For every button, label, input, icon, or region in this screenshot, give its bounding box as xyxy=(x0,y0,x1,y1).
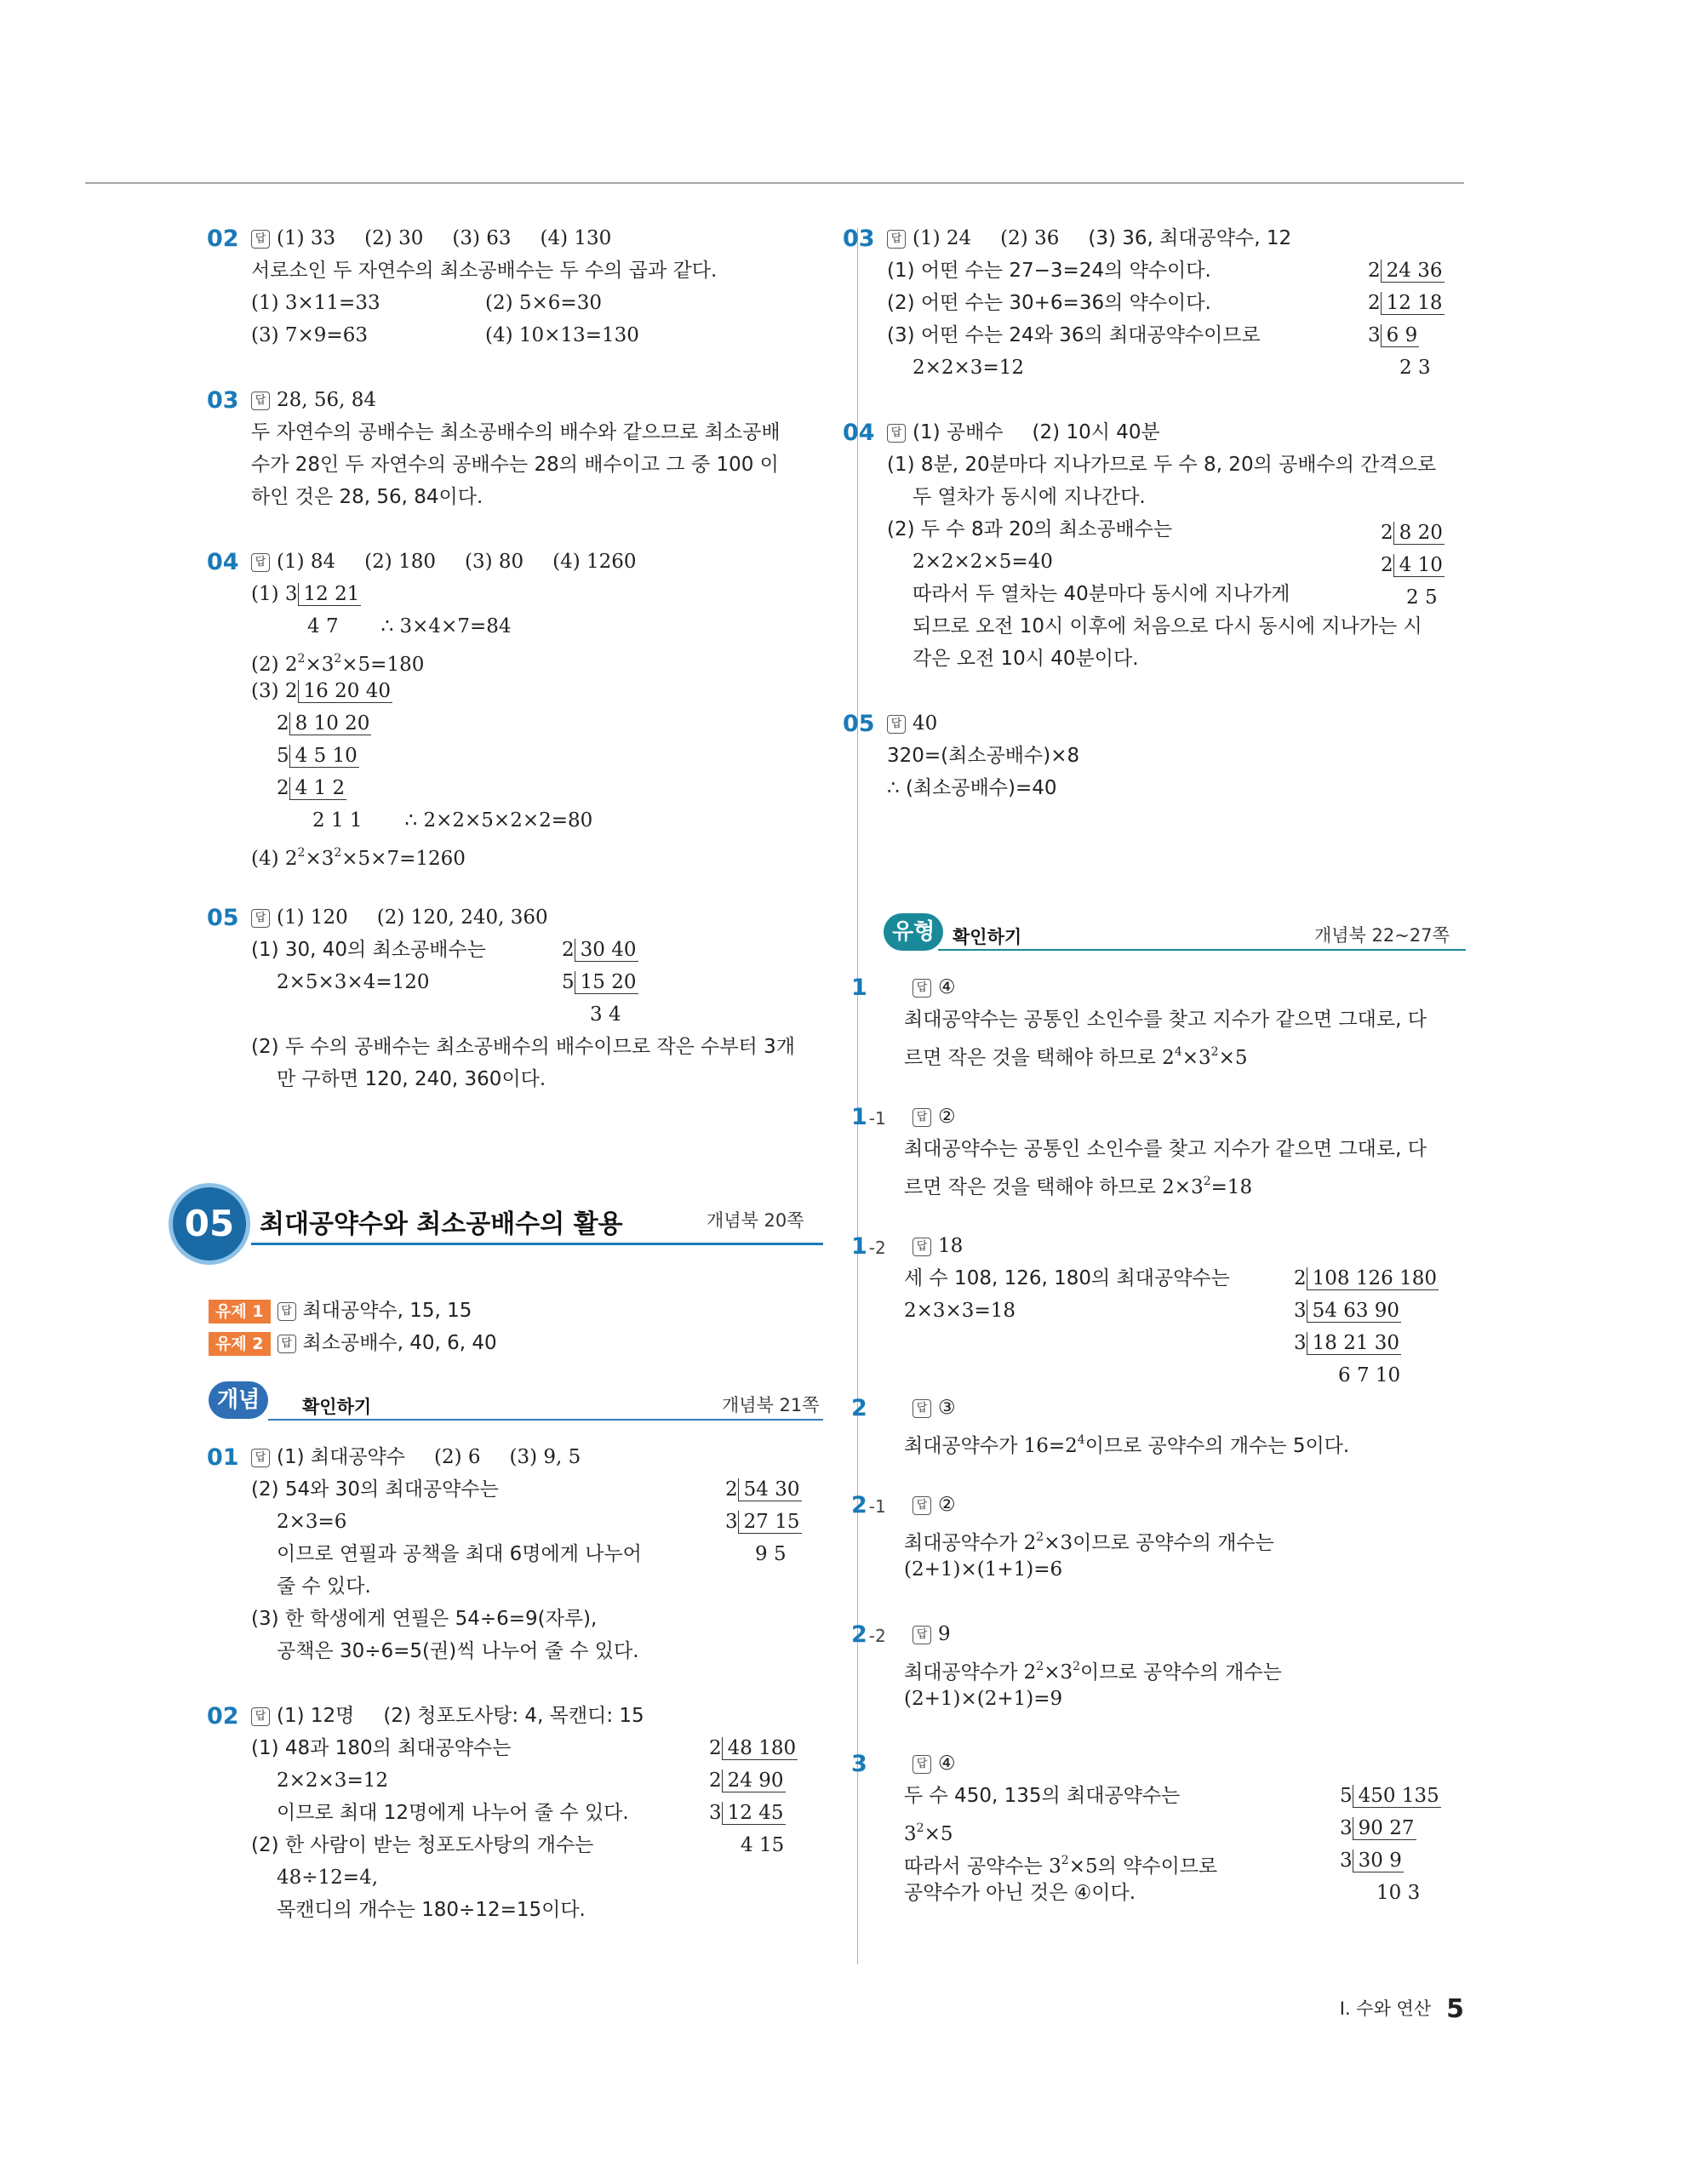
explanation-line: 이므로 최대 12명에게 나누어 줄 수 있다. xyxy=(277,1802,629,1824)
explanation-line: 세 수 108, 126, 180의 최대공약수는 xyxy=(904,1267,1230,1289)
chapter-label: I. 수와 연산 xyxy=(1339,1998,1432,2019)
explanation-line: 2×2×2×5=40 xyxy=(913,551,1053,573)
explanation-line: 2×5×3×4=120 xyxy=(277,971,430,993)
explanation-line: (1) 30, 40의 최소공배수는 xyxy=(251,939,486,961)
division-row: 5 450 135 xyxy=(1340,1785,1439,1807)
explanation-line: (2) 어떤 수는 30+6=36의 약수이다. xyxy=(887,292,1211,314)
division-row: 3 27 15 xyxy=(725,1511,800,1533)
page-footer xyxy=(1340,1994,1464,2024)
check-subtitle: 확인하기 xyxy=(953,927,1022,947)
division-row: 2 24 36 xyxy=(1368,260,1443,282)
answer-line: 답 ③ xyxy=(878,1395,1466,1421)
type-check-badge: 유형 xyxy=(884,913,943,951)
division-row: (1) 3 12 21 xyxy=(251,583,360,605)
example-answer: 유제 1 답 최대공약수, 15, 15 xyxy=(209,1298,826,1324)
division-row: 2 4 1 2 xyxy=(277,777,346,799)
answer-mark: 답 xyxy=(251,392,270,410)
answer-line: 답 (1) 12명 (2) 청포도사탕: 4, 목캔디: 15 xyxy=(251,1703,826,1729)
question-number: 04 xyxy=(843,420,875,446)
explanation-line: 두 열차가 동시에 지나간다. xyxy=(913,486,1146,508)
question-number: 02 xyxy=(207,226,239,252)
explanation-line: (1) 어떤 수는 27−3=24의 약수이다. xyxy=(887,260,1211,282)
question-number: 02 xyxy=(207,1703,239,1729)
explanation-line: (1) 48과 180의 최대공약수는 xyxy=(251,1737,512,1759)
explanation-line: (3) 한 학생에게 연필은 54÷6=9(자루), xyxy=(251,1608,598,1630)
division-row: 2 30 40 xyxy=(562,939,637,961)
answer-mark: 답 xyxy=(251,1707,270,1726)
division-row: 2 48 180 xyxy=(709,1737,797,1759)
question-number: 05 xyxy=(843,711,875,737)
top-rule xyxy=(85,182,1464,184)
explanation-line: (2+1)×(2+1)=9 xyxy=(904,1688,1063,1710)
question-number: 2 -1 xyxy=(851,1492,886,1518)
answer-mark: 답 xyxy=(251,909,270,928)
question-number: 01 xyxy=(207,1444,239,1471)
division-row: 3 12 45 xyxy=(709,1802,784,1824)
answer-line: 답 ② xyxy=(878,1492,1466,1518)
division-row: 2 54 30 xyxy=(725,1478,800,1501)
answer-mark: 답 xyxy=(913,1108,931,1127)
explanation-line: 최대공약수가 $16=2^4$이므로 공약수의 개수는 5이다. xyxy=(904,1433,1350,1457)
example-tag: 유제 2 xyxy=(209,1332,271,1356)
section-title: 최대공약수와 최소공배수의 활용 xyxy=(260,1209,623,1239)
explanation-line: (2) 한 사람이 받는 청포도사탕의 개수는 xyxy=(251,1834,594,1856)
division-row: 2 8 10 20 xyxy=(277,712,370,735)
explanation-line: 르면 작은 것을 택해야 하므로 $2\times 3^2=18$ xyxy=(904,1175,1253,1198)
division-row: 3 90 27 xyxy=(1340,1817,1415,1839)
explanation-line: ∴ (최소공배수)=40 xyxy=(887,777,1057,799)
division-row: 2 4 10 xyxy=(1381,554,1443,576)
division-row: 3 18 21 30 xyxy=(1294,1332,1400,1354)
explanation-line: 최대공약수가 $2^2\times 3^2$이므로 공약수의 개수는 xyxy=(904,1660,1282,1684)
section-page-ref: 개념북 20쪽 xyxy=(707,1210,804,1231)
explanation-line: (3) 어떤 수는 24와 36의 최대공약수이므로 xyxy=(887,324,1261,346)
answer-mark: 답 xyxy=(277,1302,296,1321)
answer-mark: 답 xyxy=(251,553,270,572)
division-row: 2 12 18 xyxy=(1368,292,1443,314)
explanation-line: 서로소인 두 자연수의 최소공배수는 두 수의 곱과 같다. xyxy=(251,260,718,282)
answer-line: 답 40 xyxy=(887,711,1466,736)
explanation-line: (2) $2^2\times 3^2\times 5=180$ xyxy=(251,652,425,676)
explanation-line: 이므로 연필과 공책을 최대 6명에게 나누어 xyxy=(277,1543,642,1565)
explanation-line: (2+1)×(1+1)=6 xyxy=(904,1558,1063,1581)
answer-line: 답 (1) 84 (2) 180 (3) 80 (4) 1260 xyxy=(251,549,826,575)
answer-mark: 답 xyxy=(887,715,906,734)
concept-check-badge: 개념 xyxy=(209,1381,268,1419)
answer-mark: 답 xyxy=(277,1335,296,1353)
answer-mark: 답 xyxy=(887,424,906,443)
explanation-line: 공약수가 아닌 것은 ④이다. xyxy=(904,1882,1136,1904)
division-result: 9 5 xyxy=(755,1543,787,1565)
answer-mark: 답 xyxy=(887,230,906,249)
page-number: 5 xyxy=(1446,1994,1464,2024)
check-page-ref: 개념북 22~27쪽 xyxy=(1314,925,1450,946)
explanation-line: (2) 54와 30의 최대공약수는 xyxy=(251,1478,499,1501)
explanation-line: 목캔디의 개수는 180÷12=15이다. xyxy=(277,1899,586,1921)
question-number: 03 xyxy=(207,387,239,414)
check-rule xyxy=(938,949,1466,951)
explanation-line: 2×2×3=12 xyxy=(913,357,1024,379)
answer-mark: 답 xyxy=(913,1238,931,1256)
explanation-line: (2) 두 수의 공배수는 최소공배수의 배수이므로 작은 수부터 3개 xyxy=(251,1036,795,1058)
answer-line: 답 ④ xyxy=(878,975,1466,1000)
answer-line: 답 (1) 120 (2) 120, 240, 360 xyxy=(251,905,826,930)
explanation-line: 르면 작은 것을 택해야 하므로 $2^4\times 3^2\times 5$ xyxy=(904,1045,1248,1069)
division-result: 3 4 xyxy=(590,1003,621,1026)
explanation-line: 48÷12=4, xyxy=(277,1867,379,1889)
column-divider xyxy=(857,228,858,1964)
question-number: 03 xyxy=(843,226,875,252)
explanation-line: 줄 수 있다. xyxy=(277,1575,371,1598)
division-result: 2 5 xyxy=(1406,586,1438,609)
explanation-line: 2×2×3=12 xyxy=(277,1769,388,1792)
division-row: 3 6 9 xyxy=(1368,324,1418,346)
question-number: 3 xyxy=(851,1751,867,1777)
division-row: 2 8 20 xyxy=(1381,522,1443,544)
answer-mark: 답 xyxy=(251,1449,270,1467)
answer-line: 답 (1) 33 (2) 30 (3) 63 (4) 130 xyxy=(251,226,826,251)
division-result: 10 3 xyxy=(1376,1882,1421,1904)
answer-line: 답 28, 56, 84 xyxy=(251,387,826,413)
explanation-line: 수가 28인 두 자연수의 공배수는 28의 배수이고 그 중 100 이 xyxy=(251,454,779,476)
question-number: 1 -1 xyxy=(851,1104,886,1130)
answer-mark: 답 xyxy=(913,1399,931,1418)
check-page-ref: 개념북 21쪽 xyxy=(722,1395,820,1415)
explanation-line: 두 수 450, 135의 최대공약수는 xyxy=(904,1785,1181,1807)
question-number: 1 xyxy=(851,975,867,1001)
question-number: 04 xyxy=(207,549,239,575)
answer-line: 답 18 xyxy=(878,1233,1466,1259)
answer-line: 답 ④ xyxy=(878,1751,1466,1776)
explanation-line: 최대공약수는 공통인 소인수를 찾고 지수가 같으면 그대로, 다 xyxy=(904,1138,1427,1160)
explanation-line: 최대공약수는 공통인 소인수를 찾고 지수가 같으면 그대로, 다 xyxy=(904,1009,1427,1031)
answer-line: 답 (1) 24 (2) 36 (3) 36, 최대공약수, 12 xyxy=(887,226,1466,251)
question-number: 05 xyxy=(207,905,239,931)
example-tag: 유제 1 xyxy=(209,1300,271,1324)
answer-mark: 답 xyxy=(913,1626,931,1644)
explanation-line: $3^2\times 5$ xyxy=(904,1821,953,1845)
explanation-line: (3) 7×9=63 (4) 10×13=130 xyxy=(251,324,639,346)
answer-line: 답 (1) 최대공약수 (2) 6 (3) 9, 5 xyxy=(251,1444,826,1470)
answer-line: 답 ② xyxy=(878,1104,1466,1129)
answer-line: 답 9 xyxy=(878,1621,1466,1647)
question-number: 2 -2 xyxy=(851,1621,886,1648)
division-row: 5 15 20 xyxy=(562,971,637,993)
explanation-line: 각은 오전 10시 40분이다. xyxy=(913,648,1139,670)
section-rule xyxy=(251,1243,823,1245)
division-row: 5 4 5 10 xyxy=(277,745,358,767)
answer-mark: 답 xyxy=(913,1496,931,1515)
explanation-line: (1) 3×11=33 (2) 5×6=30 xyxy=(251,292,602,314)
check-rule xyxy=(268,1419,823,1421)
explanation-line: 되므로 오전 10시 이후에 처음으로 다시 동시에 지나가는 시 xyxy=(913,615,1422,637)
question-number: 2 xyxy=(851,1395,867,1421)
explanation-line: 두 자연수의 공배수는 최소공배수의 배수와 같으므로 최소공배 xyxy=(251,421,781,443)
division-row: 2 108 126 180 xyxy=(1294,1267,1437,1289)
explanation-line: 320=(최소공배수)×8 xyxy=(887,745,1080,767)
division-row: (3) 2 16 20 40 xyxy=(251,680,391,702)
division-result: 6 7 10 xyxy=(1338,1364,1401,1386)
explanation-line: (4) $2^2\times 3^2\times 5\times 7=1260$ xyxy=(251,846,466,870)
division-row: 3 30 9 xyxy=(1340,1850,1402,1872)
explanation-line: 최대공약수가 $2^2\times 3$이므로 공약수의 개수는 xyxy=(904,1530,1274,1554)
answer-line: 답 (1) 공배수 (2) 10시 40분 xyxy=(887,420,1466,445)
explanation-line: 만 구하면 120, 240, 360이다. xyxy=(277,1068,546,1090)
answer-mark: 답 xyxy=(913,1755,931,1774)
answer-mark: 답 xyxy=(251,230,270,249)
check-subtitle: 확인하기 xyxy=(302,1397,372,1417)
division-result: 4 15 xyxy=(741,1834,785,1856)
explanation-line: (1) 8분, 20분마다 지나가므로 두 수 8, 20의 공배수의 간격으로 xyxy=(887,454,1437,476)
division-row: 3 54 63 90 xyxy=(1294,1300,1400,1322)
section-badge: 05 xyxy=(173,1187,246,1261)
explanation-line: 따라서 두 열차는 40분마다 동시에 지나가게 xyxy=(913,583,1290,605)
division-result: 2 1 1 ∴ 2×2×5×2×2=80 xyxy=(312,809,593,832)
explanation-line: 하인 것은 28, 56, 84이다. xyxy=(251,486,483,508)
example-answer: 유제 2 답 최소공배수, 40, 6, 40 xyxy=(209,1330,826,1356)
question-number: 1 -2 xyxy=(851,1233,886,1260)
answer-mark: 답 xyxy=(913,979,931,998)
division-result: 4 7 ∴ 3×4×7=84 xyxy=(307,615,512,637)
explanation-line: 2×3×3=18 xyxy=(904,1300,1015,1322)
explanation-line: 공책은 30÷6=5(권)씩 나누어 줄 수 있다. xyxy=(277,1640,639,1662)
division-result: 2 3 xyxy=(1399,357,1431,379)
explanation-line: (2) 두 수 8과 20의 최소공배수는 xyxy=(887,518,1173,540)
division-row: 2 24 90 xyxy=(709,1769,784,1792)
explanation-line: 2×3=6 xyxy=(277,1511,347,1533)
explanation-line: 따라서 공약수는 $3^2\times 5$의 약수이므로 xyxy=(904,1854,1218,1878)
